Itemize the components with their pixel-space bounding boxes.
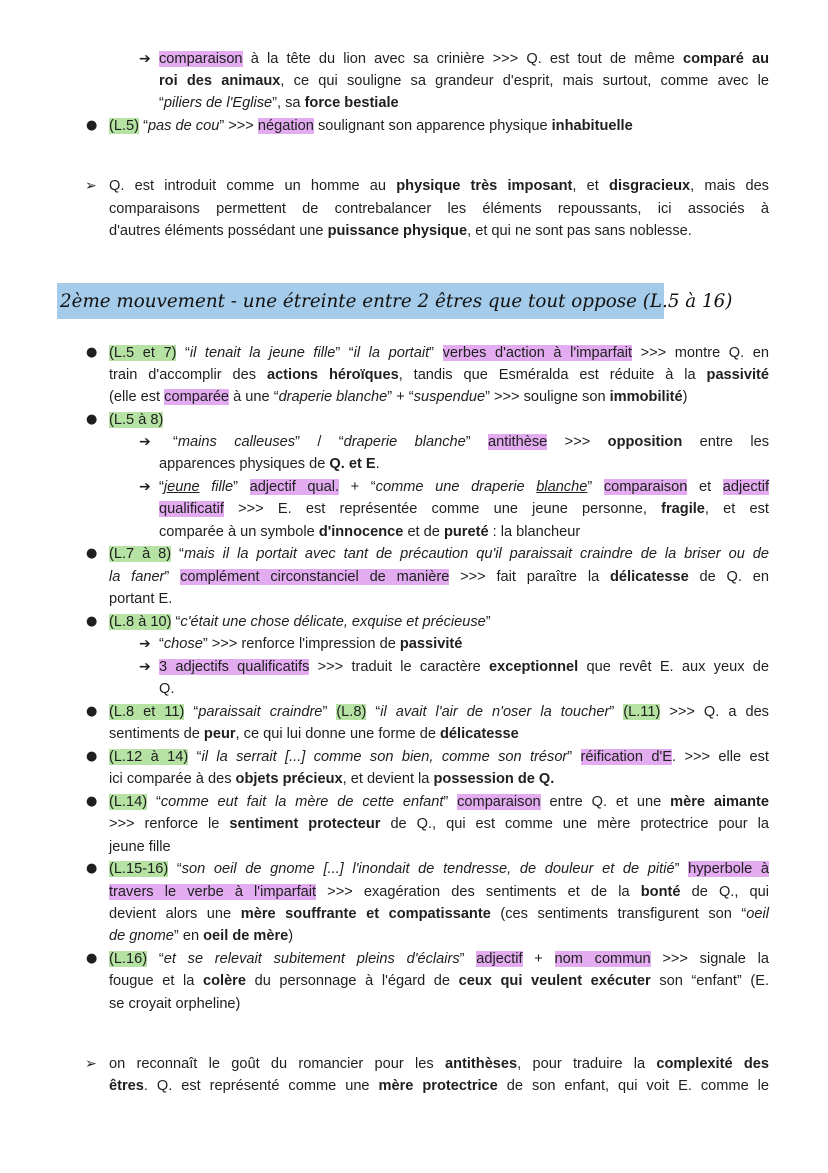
text-line: de gnome” en oeil de mère) bbox=[109, 928, 294, 944]
bullet-icon: ● bbox=[86, 345, 98, 360]
bullet-icon: ● bbox=[86, 412, 98, 427]
text-line: jeune fille bbox=[109, 839, 171, 855]
bullet-icon: ● bbox=[86, 118, 98, 133]
text-line: se croyait orpheline) bbox=[109, 996, 241, 1012]
text-line: (L.5) “pas de cou” >>> négation soulignant son apparence physique inhabituelle bbox=[109, 118, 633, 134]
text-line: (L.7 à 8) “mais il la portait avec tant de précaution qu'il paraissait craindre de la briser ou de bbox=[109, 546, 770, 562]
bullet-icon: ● bbox=[86, 614, 98, 629]
text-line: “piliers de l'Eglise”, sa force bestiale bbox=[159, 95, 399, 111]
text-line: (L.5 à 8) bbox=[109, 412, 164, 428]
text-line: (L.14) “comme eut fait la mère de cette enfant” comparaison entre Q. et une mère aimante bbox=[109, 794, 769, 810]
text-line: Q. est introduit comme un homme au physique très imposant, et disgracieux, mais des bbox=[109, 178, 769, 194]
text-line: “mains calleuses” / “draperie blanche” antithèse >>> opposition entre les bbox=[173, 434, 769, 450]
arrow-icon: ➔ bbox=[139, 434, 151, 450]
arrow-icon: ➔ bbox=[139, 51, 151, 67]
text-line: êtres. Q. est représenté comme une mère protectrice de son enfant, qui voit E. comme le bbox=[109, 1078, 770, 1094]
text-line: ici comparée à des objets précieux, et devient la possession de Q. bbox=[109, 771, 555, 787]
text-line: comparaisons permettent de contrebalancer les éléments repoussants, ici associés à bbox=[109, 201, 769, 217]
text-line: on reconnaît le goût du romancier pour les antithèses, pour traduire la complexité des bbox=[109, 1056, 769, 1072]
text-line: travers le verbe à l'imparfait >>> exagération des sentiments et de la bonté de Q., qui bbox=[109, 884, 769, 900]
text-line: d'autres éléments possédant une puissance physique, et qui ne sont pas sans noblesse. bbox=[109, 223, 692, 239]
text-line: (L.5 et 7) “il tenait la jeune fille” “il la portait” verbes d'action à l'imparfait >>> montre Q. en bbox=[109, 345, 769, 361]
text-line: apparences physiques de Q. et E. bbox=[159, 456, 380, 472]
bullet-icon: ● bbox=[86, 794, 98, 809]
text-line: comparée à un symbole d'innocence et de pureté : la blancheur bbox=[159, 524, 581, 540]
arrow-icon: ➔ bbox=[139, 659, 151, 675]
arrow-icon: ➔ bbox=[139, 479, 151, 495]
triangle-icon: ➢ bbox=[85, 1056, 97, 1072]
bullet-icon: ● bbox=[86, 749, 98, 764]
text-line: (L.8 à 10) “c'était une chose délicate, exquise et précieuse” bbox=[109, 614, 491, 630]
text-line: (L.15-16) “son oeil de gnome [...] l'inondait de tendresse, de douleur et de pitié” hyperbole à bbox=[109, 861, 769, 877]
bullet-icon: ● bbox=[86, 951, 98, 966]
text-line: Q. bbox=[159, 681, 175, 697]
bullet-icon: ● bbox=[86, 704, 98, 719]
text-line: roi des animaux, ce qui souligne sa grandeur d'esprit, mais surtout, comme avec le bbox=[159, 73, 769, 89]
triangle-icon: ➢ bbox=[85, 178, 97, 194]
text-line: comparaison à la tête du lion avec sa crinière >>> Q. est tout de même comparé au bbox=[159, 51, 769, 67]
bullet-icon: ● bbox=[86, 546, 98, 561]
text-line: la faner” complément circonstanciel de manière >>> fait paraître la délicatesse de Q. en bbox=[109, 569, 769, 585]
text-line: >>> renforce le sentiment protecteur de Q., qui est comme une mère protectrice pour la bbox=[109, 816, 769, 832]
text-line: fougue et la colère du personnage à l'égard de ceux qui veulent exécuter son “enfant” (E. bbox=[109, 973, 769, 989]
text-line: (L.12 à 14) “il la serrait [...] comme son bien, comme son trésor” réification d'E. >>> elle est bbox=[109, 749, 769, 765]
bullet-icon: ● bbox=[86, 861, 98, 876]
text-line: qualificatif >>> E. est représentée comme une jeune personne, fragile, et est bbox=[159, 501, 769, 517]
text-line: (elle est comparée à une “draperie blanche” + “suspendue” >>> souligne son immobilité) bbox=[109, 389, 688, 405]
arrow-icon: ➔ bbox=[139, 636, 151, 652]
text-line: (L.8 et 11) “paraissait craindre” (L.8) “il avait l'air de n'oser la toucher” (L.11) >>> Q. a des bbox=[109, 704, 769, 720]
text-line: sentiments de peur, ce qui lui donne une forme de délicatesse bbox=[109, 726, 519, 742]
text-line: 3 adjectifs qualificatifs >>> traduit le caractère exceptionnel que revêt E. aux yeux de bbox=[159, 659, 769, 675]
text-line: “jeune fille” adjectif qual. + “comme une draperie blanche” comparaison et adjectif bbox=[159, 479, 770, 495]
text-line: devient alors une mère souffrante et compatissante (ces sentiments transfigurent son “oeil bbox=[109, 906, 769, 922]
text-line: portant E. bbox=[109, 591, 173, 607]
text-line: “chose” >>> renforce l'impression de passivité bbox=[159, 636, 463, 652]
section-heading: 2ème mouvement - une étreinte entre 2 êtres que tout oppose (L.5 à 16) bbox=[60, 291, 733, 312]
text-line: train d'accomplir des actions héroïques, tandis que Esméralda est réduite à la passivité bbox=[109, 367, 769, 383]
text-line: (L.16) “et se relevait subitement pleins d'éclairs” adjectif + nom commun >>> signale la bbox=[109, 951, 769, 967]
